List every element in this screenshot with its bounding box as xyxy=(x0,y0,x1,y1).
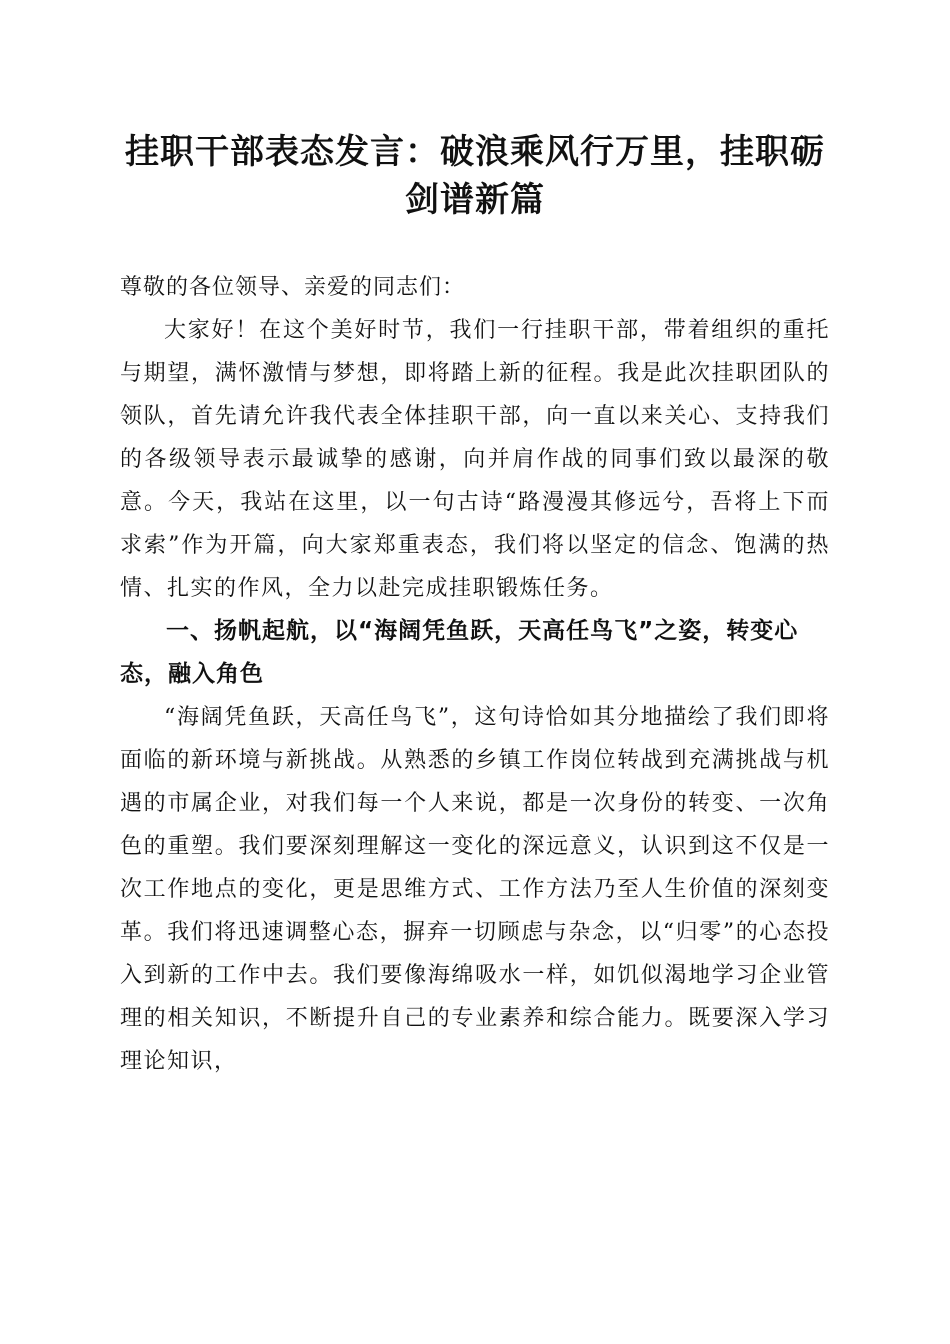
document-page xyxy=(120,128,830,1083)
section-1-heading: 一、扬帆起航，以“海阔凭鱼跃，天高任鸟飞”之姿，转变心态，融入角色 xyxy=(120,618,799,687)
salutation: 尊敬的各位领导、亲爱的同志们： xyxy=(120,275,466,300)
section-1-paragraph: “海阔凭鱼跃，天高任鸟飞”，这句诗恰如其分地描绘了我们即将面临的新环境与新挑战。从熟悉的乡镇工作岗位转战到充满挑战与机遇的市属企业，对我们每一个人来说，都是一次身份的转变、一次角色的重塑。我们要深刻理解这一变化的深远意义，认识到这不仅是一次工作地点的变化，更是思维方式、工作方法乃至人生价值的深刻变革。我们将迅速调整心态，摒弃一切顾虑与杂念，以“归零”的心态投入到新的工作中去。我们要像海绵吸水一样，如饥似渴地学习企业管理的相关知识，不断提升自己的专业素养和综合能力。既要深入学习理论知识， xyxy=(120,705,830,1074)
intro-paragraph: 大家好！在这个美好时节，我们一行挂职干部，带着组织的重托与期望，满怀激情与梦想，即将踏上新的征程。我是此次挂职团队的领队，首先请允许我代表全体挂职干部，向一直以来关心、支持我们的各级领导表示最诚挚的感谢，向并肩作战的同事们致以最深的敬意。今天，我站在这里，以一句古诗“路漫漫其修远兮，吾将上下而求索”作为开篇，向大家郑重表态，我们将以坚定的信念、饱满的热情、扎实的作风，全力以赴完成挂职锻炼任务。 xyxy=(120,318,830,601)
document-title: 挂职干部表态发言：破浪乘风行万里，挂职砺剑谱新篇 xyxy=(125,132,825,220)
